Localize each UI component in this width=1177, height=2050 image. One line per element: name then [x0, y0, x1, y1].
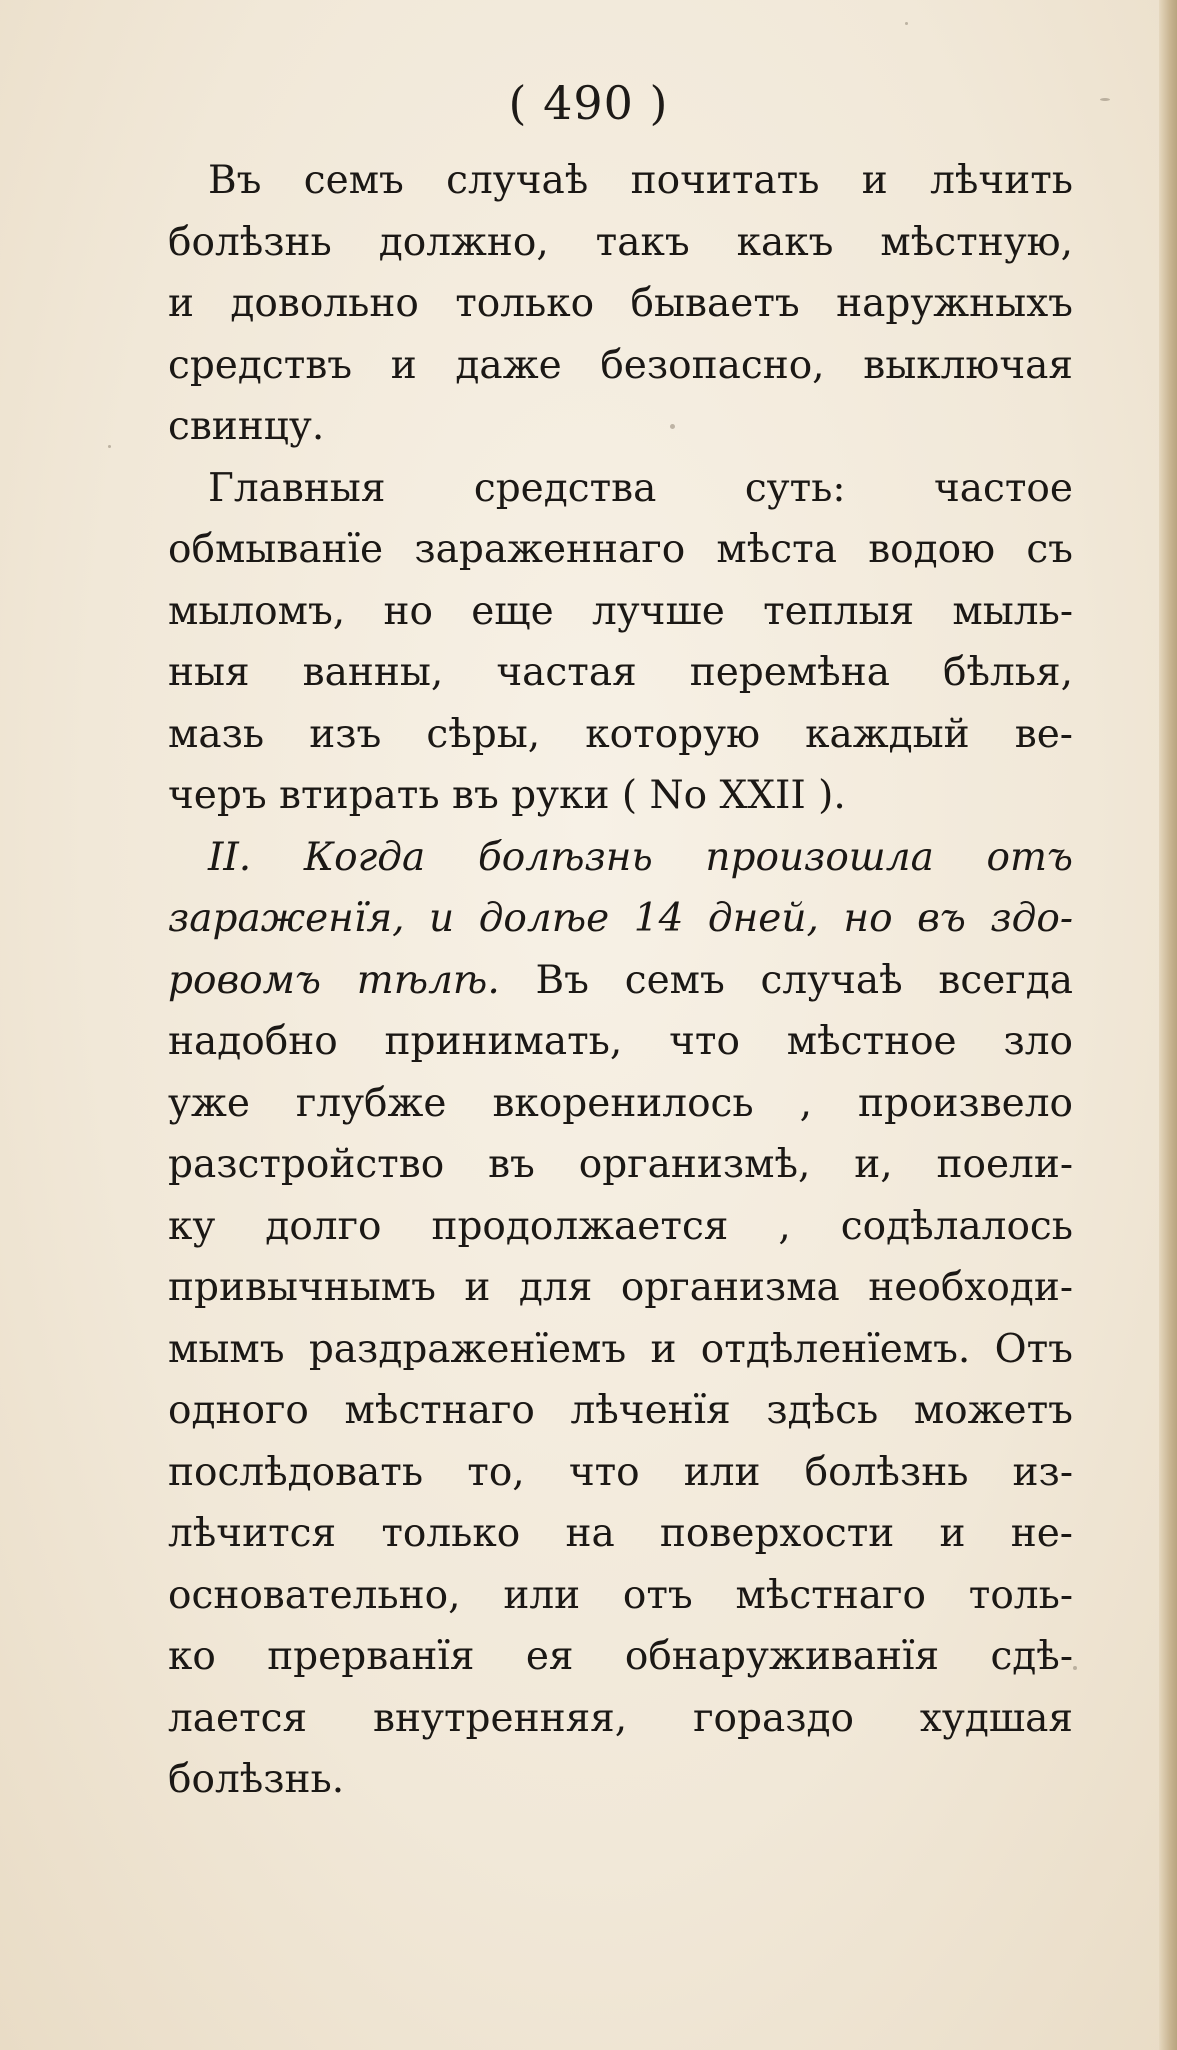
text-line: болѣзнь должно, такъ какъ мѣстную, [168, 219, 1073, 265]
italic-heading-text: ровомъ тѣлѣ. [168, 957, 500, 1003]
text-line: ку долго продолжается , содѣлалось [168, 1203, 1073, 1249]
text-line: черъ втирать въ руки ( No XXII ). [168, 773, 846, 818]
text-line: одного мѣстнаго лѣченїя здѣсь можетъ [168, 1388, 1073, 1433]
section-heading-line [168, 888, 1073, 950]
text-line: мыломъ, но еще лучше теплыя мыль- [168, 588, 1073, 634]
text-line: Въ семъ случаѣ почитать и лѣчить [208, 158, 1073, 203]
text-line: обмыванїе зараженнаго мѣста водою съ [168, 527, 1073, 572]
text-line: привычнымъ и для организма необходи- [168, 1265, 1073, 1310]
heading-continuation-text: Въ семъ случаѣ всегда [499, 957, 1074, 1003]
text-line: основательно, или отъ мѣстнаго толь- [168, 1572, 1073, 1618]
text-line: и довольно только бываетъ наружныхъ [168, 281, 1073, 326]
text-line: свинцу. [168, 404, 325, 449]
text-line: надобно принимать, что мѣстное зло [168, 1019, 1073, 1064]
page-edge [1159, 0, 1177, 2050]
italic-heading-text: II. Когда болѣзнь произошла отъ [208, 834, 1073, 880]
paper-speck [905, 22, 908, 25]
text-line: лѣчится только на поверхости и не- [168, 1511, 1073, 1556]
text-line: ныя ванны, частая перемѣна бѣлья, [168, 650, 1073, 695]
paper-speck [108, 445, 111, 448]
text-line: ко прерванїя ея обнаруживанїя сдѣ- [168, 1634, 1073, 1679]
text-line: уже глубже вкоренилось , произвело [168, 1080, 1073, 1126]
section-heading-line [168, 950, 1073, 1012]
body-text [168, 150, 1073, 1811]
text-line: мымъ раздраженїемъ и отдѣленїемъ. Отъ [168, 1326, 1073, 1372]
text-line: Главныя средства суть: частое [208, 465, 1073, 511]
text-line: мазь изъ сѣры, которую каждый ве- [168, 711, 1073, 757]
text-line: разстройство въ организмѣ, и, поели- [168, 1142, 1073, 1187]
section-heading-line [168, 827, 1073, 889]
text-line: лается внутренняя, гораздо худшая [168, 1695, 1073, 1741]
page-number: ( 490 ) [508, 76, 669, 130]
text-line: послѣдовать то, что или болѣзнь из- [168, 1449, 1073, 1495]
paper-speck [1073, 1666, 1077, 1670]
italic-heading-text: зараженїя, и долѣе 14 дней, но въ здо- [168, 896, 1073, 941]
text-line: болѣзнь. [168, 1757, 345, 1802]
text-line: средствъ и даже безопасно, выключая [168, 342, 1073, 388]
